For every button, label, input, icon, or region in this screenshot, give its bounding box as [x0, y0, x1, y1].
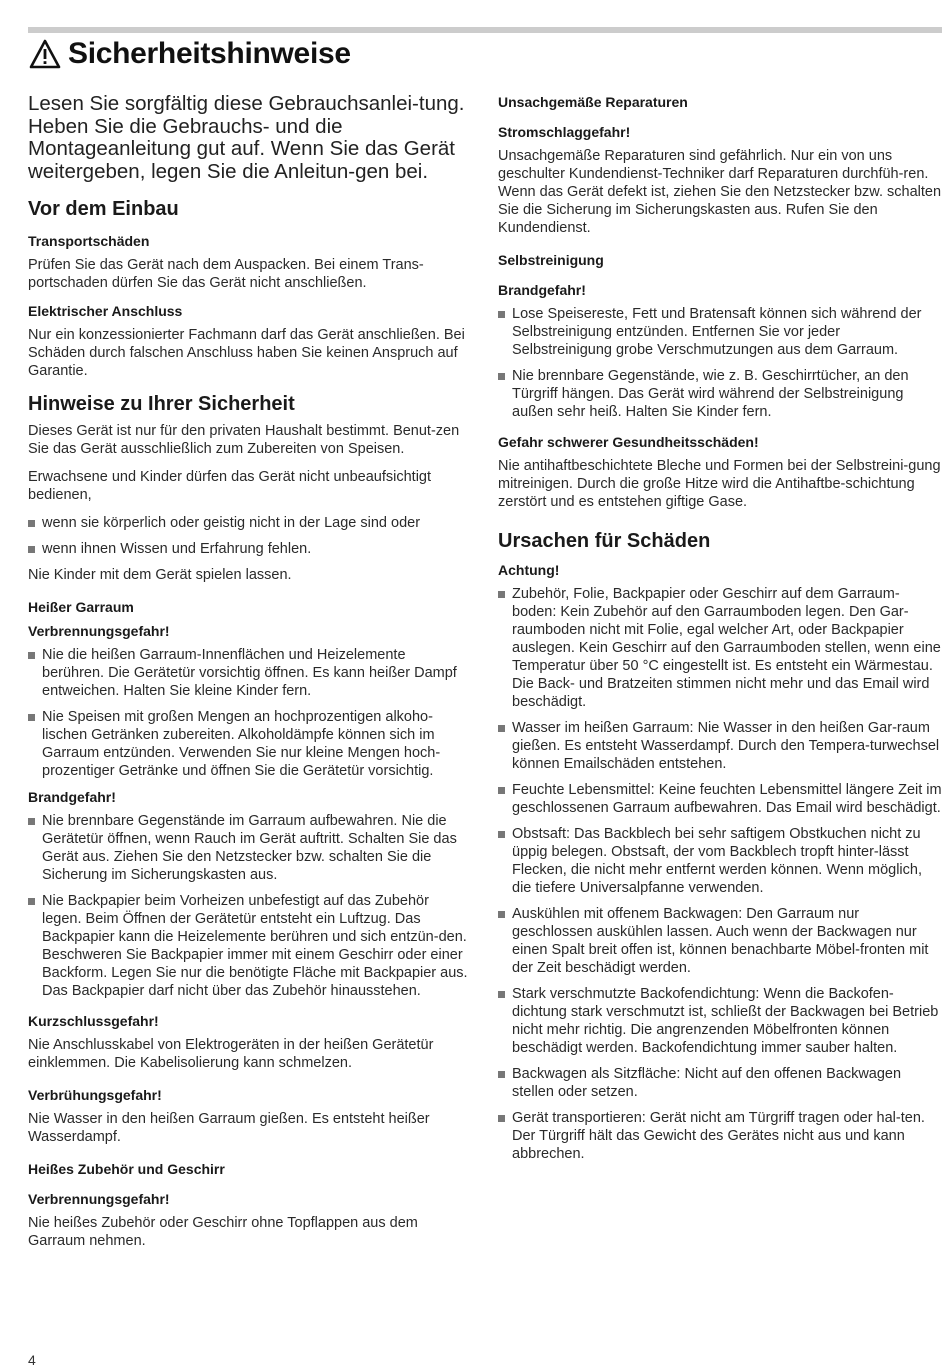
bullet-icon	[498, 991, 505, 998]
left-column	[28, 93, 468, 1260]
list-verbrennung	[28, 646, 468, 780]
bullet-icon	[498, 725, 505, 732]
list-item: wenn sie körperlich oder geistig nicht in der Lage sind oder	[28, 514, 468, 532]
subheading-reparaturen: Unsachgemäße Reparaturen	[498, 94, 688, 110]
subheading-heisser-garraum: Heißer Garraum	[28, 599, 134, 615]
warning-triangle-icon	[28, 38, 62, 70]
paragraph-reparaturen: Unsachgemäße Reparaturen sind gefährlich. Nur ein von uns geschulter Kundendienst-Techniker darf Reparaturen durchfüh-ren. Wenn das Gerät defekt ist, ziehen Sie den Netzstecker bzw. schalten Sie die Sicherung im Sicherungskasten aus. Rufen Sie den Kundendienst.	[498, 148, 942, 236]
section-heading-vor-dem-einbau: Vor dem Einbau	[28, 198, 179, 220]
bullet-icon	[498, 831, 505, 838]
bullet-icon	[498, 787, 505, 794]
paragraph-zubehoer: Nie heißes Zubehör oder Geschirr ohne Topflappen aus dem Garraum nehmen.	[28, 1215, 418, 1249]
intro-text: Lesen Sie sorgfältig diese Gebrauchsanlei-tung. Heben Sie die Gebrauchs- und die Montageanleitung gut auf. Wenn Sie das Gerät weitergeben, legen Sie die Anleitun-gen bei.	[28, 92, 465, 183]
list-item: Feuchte Lebensmittel: Keine feuchten Lebensmittel längere Zeit im geschlossenen Garraum aufbewahren. Das Email wird beschädigt.	[498, 781, 942, 817]
bullet-icon	[28, 818, 35, 825]
warning-gesundheitsschaeden: Gefahr schwerer Gesundheitsschäden!	[498, 434, 759, 450]
list-item: Lose Speisereste, Fett und Bratensaft können sich während der Selbstreinigung entzünden. Entfernen Sie vor jeder Selbstreinigung grobe Verschmutzungen aus dem Garraum.	[498, 305, 942, 359]
subheading-zubehoer: Heißes Zubehör und Geschirr	[28, 1161, 225, 1177]
list-item: Nie die heißen Garraum-Innenflächen und Heizelemente berühren. Die Gerätetür vorsichtig öffnen. Es kann heißer Dampf entweichen. Halten Sie kleine Kinder fern.	[28, 646, 468, 700]
warning-brandgefahr: Brandgefahr!	[28, 789, 116, 805]
warning-verbruehungsgefahr: Verbrühungsgefahr!	[28, 1087, 162, 1103]
list-item: Gerät transportieren: Gerät nicht am Türgriff tragen oder hal-ten. Der Türgriff hält das Gewicht des Gerätes nicht aus und kann abbrechen.	[498, 1109, 942, 1163]
bullet-icon	[498, 373, 505, 380]
list-item: Nie Backpapier beim Vorheizen unbefestigt auf das Zubehör legen. Beim Öffnen der Gerätetür entsteht ein Luftzug. Das Backpapier kann die Heizelemente berühren und sich entzün-den. Beschweren Sie Backpapier immer mit einem Geschirr oder einer Backform. Legen Sie nur die benötigte Fläche mit Backpapier aus. Das Backpapier darf nicht über das Zubehör hinausstehen.	[28, 892, 468, 1000]
list-item: Auskühlen mit offenem Backwagen: Den Garraum nur geschlossen auskühlen lassen. Auch wenn der Backwagen nur einen Spalt breit offen ist, können benachbarte Möbel-fronten mit der Zeit beschädigt werden.	[498, 905, 942, 977]
bullet-icon	[28, 652, 35, 659]
list-hinweise	[28, 514, 468, 558]
page-number: 4	[28, 1352, 36, 1368]
list-selbstreinigung	[498, 305, 942, 421]
bullet-icon	[28, 898, 35, 905]
list-brand	[28, 812, 468, 1000]
warning-brandgefahr-selbstreinigung: Brandgefahr!	[498, 282, 586, 298]
page-title-text: Sicherheitshinweise	[68, 37, 351, 70]
bullet-icon	[498, 311, 505, 318]
subheading-selbstreinigung: Selbstreinigung	[498, 252, 604, 268]
list-item: Nie Speisen mit großen Mengen an hochprozentigen alkoho-lischen Getränken zubereiten. Alkoholdämpfe können sich im Garraum entzünden. Verwenden Sie nur kleine Mengen hoch-prozentiger Getränke und öffnen Sie die Gerätetür vorsichtig.	[28, 708, 468, 780]
warning-achtung: Achtung!	[498, 562, 560, 578]
warning-verbrennungsgefahr-zubehoer: Verbrennungsgefahr!	[28, 1191, 170, 1207]
subheading-transportschaeden: Transportschäden	[28, 233, 150, 249]
list-item: Nie brennbare Gegenstände, wie z. B. Geschirrtücher, an den Türgriff hängen. Das Gerät wird während der Selbstreinigung außen sehr heiß. Halten Sie Kinder fern.	[498, 367, 942, 421]
paragraph-gesundheitsschaeden: Nie antihaftbeschichtete Bleche und Formen bei der Selbstreini-gung mitreinigen. Durch die große Hitze wird die Antihaftbe-schichtung zerstört und es entstehen giftige Gase.	[498, 458, 941, 510]
list-item: Nie brennbare Gegenstände im Garraum aufbewahren. Nie die Gerätetür öffnen, wenn Rauch im Gerät auftritt. Schalten Sie das Gerät aus. Ziehen Sie den Netzstecker bzw. schalten Sie die Sicherung im Sicherungskasten aus.	[28, 812, 468, 884]
warning-verbrennungsgefahr: Verbrennungsgefahr!	[28, 623, 170, 639]
list-item: Zubehör, Folie, Backpapier oder Geschirr auf dem Garraum-boden: Kein Zubehör auf den Garraumboden legen. Den Gar-raumboden nicht mit Folie, egal welcher Art, oder Backpapier auslegen. Kein Geschirr auf den Garraumboden stellen, wenn eine Temperatur über 50 °C eingestellt ist. Es entsteht ein Wärmestau. Die Back- und Bratzeiten stimmen nicht mehr und das Email wird beschädigt.	[498, 585, 942, 711]
bullet-icon	[498, 911, 505, 918]
warning-kurzschlussgefahr: Kurzschlussgefahr!	[28, 1013, 159, 1029]
paragraph-transportschaeden: Prüfen Sie das Gerät nach dem Auspacken. Bei einem Trans-portschaden dürfen Sie das Gerät nicht anschließen.	[28, 257, 424, 291]
list-item: Obstsaft: Das Backblech bei sehr saftigem Obstkuchen nicht zu üppig belegen. Obstsaft, der vom Backblech tropft hinter-lässt Flecken, die nicht mehr entfernt werden können. Wenn möglich, die tiefere Universalpfanne verwenden.	[498, 825, 942, 897]
header-rule	[28, 27, 942, 33]
bullet-icon	[498, 591, 505, 598]
paragraph-hinweise-2: Erwachsene und Kinder dürfen das Gerät nicht unbeaufsichtigt bedienen,	[28, 469, 432, 503]
bullet-icon	[28, 546, 35, 553]
warning-stromschlaggefahr: Stromschlaggefahr!	[498, 124, 631, 140]
paragraph-verbruehung: Nie Wasser in den heißen Garraum gießen. Es entsteht heißer Wasserdampf.	[28, 1111, 430, 1145]
bullet-icon	[498, 1071, 505, 1078]
section-heading-ursachen: Ursachen für Schäden	[498, 530, 711, 552]
subheading-elektrischer-anschluss: Elektrischer Anschluss	[28, 303, 183, 319]
paragraph-elektrischer-anschluss: Nur ein konzessionierter Fachmann darf das Gerät anschließen. Bei Schäden durch falschen Anschluss haben Sie keinen Anspruch auf Garantie.	[28, 327, 465, 379]
list-item: Wasser im heißen Garraum: Nie Wasser in den heißen Gar-raum gießen. Es entsteht Wasserdampf. Durch den Tempera-turwechsel können Emailschäden entstehen.	[498, 719, 942, 773]
right-column	[498, 93, 942, 1171]
page-title	[28, 34, 351, 74]
paragraph-hinweise-3: Nie Kinder mit dem Gerät spielen lassen.	[28, 567, 292, 583]
paragraph-hinweise-1: Dieses Gerät ist nur für den privaten Haushalt bestimmt. Benut-zen Sie das Gerät ausschließlich zum Zubereiten von Speisen.	[28, 423, 460, 457]
list-item: wenn ihnen Wissen und Erfahrung fehlen.	[28, 540, 468, 558]
bullet-icon	[28, 520, 35, 527]
bullet-icon	[498, 1115, 505, 1122]
section-heading-hinweise: Hinweise zu Ihrer Sicherheit	[28, 393, 295, 415]
list-ursachen	[498, 585, 942, 1163]
list-item: Stark verschmutzte Backofendichtung: Wenn die Backofen-dichtung stark verschmutzt ist, schließt der Backwagen bei Betrieb nicht mehr richtig. Die angrenzenden Möbelfronten können beschädigt werden. Backofendichtung immer sauber halten.	[498, 985, 942, 1057]
paragraph-kurzschluss: Nie Anschlusskabel von Elektrogeräten in der heißen Gerätetür einklemmen. Die Kabelisolierung kann schmelzen.	[28, 1037, 434, 1071]
bullet-icon	[28, 714, 35, 721]
list-item: Backwagen als Sitzfläche: Nicht auf den offenen Backwagen stellen oder setzen.	[498, 1065, 942, 1101]
